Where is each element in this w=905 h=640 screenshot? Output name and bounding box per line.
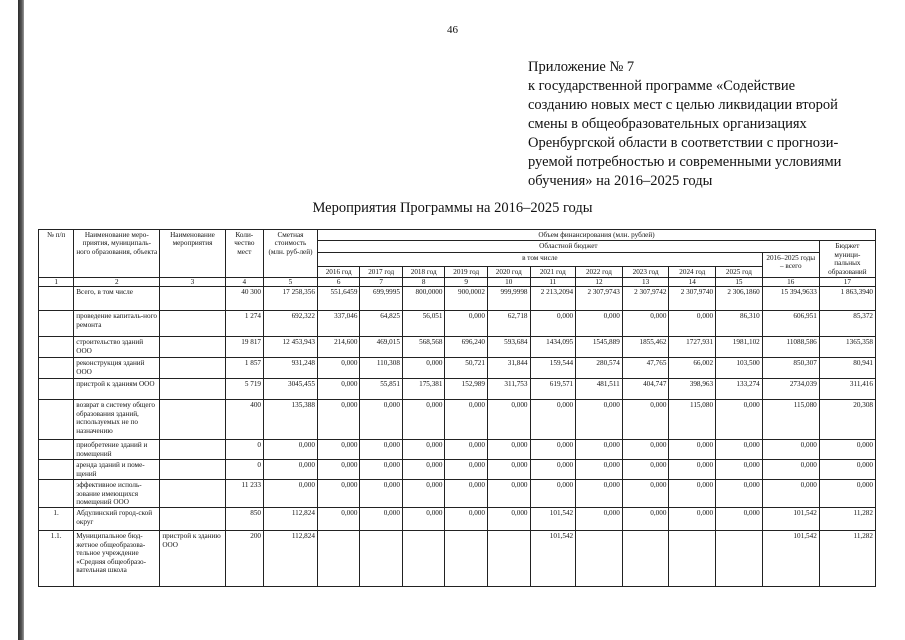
table-cell: 0,000	[317, 400, 360, 440]
table-cell: 101,542	[762, 508, 819, 531]
table-cell: 0	[225, 460, 263, 480]
table-cell: пристрой к зданиям ООО	[74, 379, 160, 400]
table-cell: 0,000	[530, 480, 576, 508]
table-cell: 850,307	[762, 358, 819, 379]
table-cell	[402, 531, 445, 587]
table-cell	[360, 531, 403, 587]
table-cell: 2 307,9743	[576, 287, 623, 311]
table-row	[39, 358, 876, 379]
header-year: 2021 год	[530, 266, 576, 277]
table-cell: 115,080	[762, 400, 819, 440]
table-cell: 481,511	[576, 379, 623, 400]
table-cell: 0,000	[576, 508, 623, 531]
table-cell: 0,000	[402, 400, 445, 440]
table-cell: 103,500	[716, 358, 763, 379]
table-cell: 3045,455	[264, 379, 318, 400]
table-cell: 11 233	[225, 480, 263, 508]
table-cell: 311,753	[487, 379, 530, 400]
table-cell: 0,000	[622, 440, 669, 460]
table-cell: 0,000	[576, 440, 623, 460]
table-cell: 0,000	[762, 480, 819, 508]
table-cell: 0,000	[530, 440, 576, 460]
table-cell: 159,544	[530, 358, 576, 379]
column-index-cell: 14	[669, 278, 716, 287]
header-cost: Сметная стоимость (млн. руб-лей)	[264, 230, 318, 278]
table-cell: 0,000	[762, 460, 819, 480]
table-cell	[576, 531, 623, 587]
table-cell: 2 307,9740	[669, 287, 716, 311]
table-cell: 12 453,943	[264, 337, 318, 358]
table-cell: 0,000	[716, 460, 763, 480]
table-cell	[445, 531, 488, 587]
table-cell: 0,000	[445, 460, 488, 480]
table-cell: 110,308	[360, 358, 403, 379]
table-cell: 0,000	[317, 358, 360, 379]
table-header	[39, 230, 876, 287]
header-year: 2023 год	[622, 266, 669, 277]
annex-title: Приложение № 7	[528, 59, 635, 75]
table-cell: 1.	[39, 508, 74, 531]
table-cell: 696,240	[445, 337, 488, 358]
table-cell: 0,000	[360, 400, 403, 440]
header-year: 2025 год	[716, 266, 763, 277]
table-cell	[160, 508, 225, 531]
table-cell	[39, 358, 74, 379]
table-cell: 593,684	[487, 337, 530, 358]
table-cell: 0,000	[264, 440, 318, 460]
header-year: 2018 год	[402, 266, 445, 277]
table-cell: Муниципальное бюд-жетное общеобразова-тельное учреждение «Средняя общеобразо-вательная школа	[74, 531, 160, 587]
table-cell: 280,574	[576, 358, 623, 379]
table-row	[39, 531, 876, 587]
table-cell	[160, 400, 225, 440]
header-year: 2019 год	[445, 266, 488, 277]
table-cell: 0,000	[716, 440, 763, 460]
table-cell: 0,000	[445, 508, 488, 531]
table-cell: 1 274	[225, 311, 263, 337]
table-cell: пристрой к зданию ООО	[160, 531, 225, 587]
table-cell	[39, 287, 74, 311]
column-index-cell: 15	[716, 278, 763, 287]
table-row	[39, 337, 876, 358]
table-cell: 62,718	[487, 311, 530, 337]
table-cell	[317, 531, 360, 587]
table-row	[39, 287, 876, 311]
table-cell: 1365,358	[819, 337, 875, 358]
table-cell: 2 307,9742	[622, 287, 669, 311]
table-cell: 0,000	[819, 440, 875, 460]
table-cell: 0,000	[402, 480, 445, 508]
table-cell: 0,000	[487, 440, 530, 460]
table-cell: 152,989	[445, 379, 488, 400]
table-cell	[39, 480, 74, 508]
table-cell: Всего, в том числе	[74, 287, 160, 311]
table-cell: 0,000	[762, 440, 819, 460]
table-cell	[669, 531, 716, 587]
table-cell: 0,000	[264, 480, 318, 508]
header-measure: Наименование мероприятия	[160, 230, 225, 278]
table-cell: 0,000	[576, 311, 623, 337]
annex-heading	[528, 58, 873, 191]
table-cell: 5 719	[225, 379, 263, 400]
table-cell: 200	[225, 531, 263, 587]
table-cell	[39, 400, 74, 440]
table-cell: 0,000	[819, 460, 875, 480]
table-cell: 0,000	[669, 311, 716, 337]
table-cell: 800,0000	[402, 287, 445, 311]
table-cell: 0,000	[669, 440, 716, 460]
table-cell	[160, 358, 225, 379]
table-cell	[160, 311, 225, 337]
table-cell: 11088,586	[762, 337, 819, 358]
table-cell: проведение капиталь-ного ремонта	[74, 311, 160, 337]
table-cell: 0,000	[360, 460, 403, 480]
header-year: 2024 год	[669, 266, 716, 277]
table-cell: 11,282	[819, 531, 875, 587]
table-body	[39, 287, 876, 587]
table-cell: 0,000	[445, 311, 488, 337]
table-cell	[487, 531, 530, 587]
table-cell: 0,000	[402, 440, 445, 460]
table-cell: 0,000	[360, 440, 403, 460]
table-cell: 0,000	[622, 400, 669, 440]
column-index-cell: 2	[74, 278, 160, 287]
column-index-cell: 17	[819, 278, 875, 287]
table-cell: 0,000	[445, 480, 488, 508]
table-cell: 0,000	[317, 460, 360, 480]
header-total: 2016–2025 годы – всего	[762, 252, 819, 277]
table-cell: 2 213,2094	[530, 287, 576, 311]
table-cell	[39, 440, 74, 460]
table-cell: 699,9995	[360, 287, 403, 311]
table-cell: 0,000	[445, 400, 488, 440]
table-cell: 400	[225, 400, 263, 440]
table-cell: 0,000	[669, 460, 716, 480]
column-index-row	[39, 278, 876, 287]
column-index-cell: 13	[622, 278, 669, 287]
table-cell: 0,000	[576, 480, 623, 508]
table-cell: 0,000	[487, 460, 530, 480]
table-cell: 0,000	[402, 460, 445, 480]
table-cell: 404,747	[622, 379, 669, 400]
header-places: Коли-чество мест	[225, 230, 263, 278]
table-cell: 1434,095	[530, 337, 576, 358]
table-cell	[160, 287, 225, 311]
table-cell	[622, 531, 669, 587]
table-cell: 0,000	[487, 480, 530, 508]
column-index-cell: 3	[160, 278, 225, 287]
table-row	[39, 311, 876, 337]
table-cell	[160, 480, 225, 508]
table-cell: 56,051	[402, 311, 445, 337]
table-cell: 64,825	[360, 311, 403, 337]
table-cell: 0,000	[360, 480, 403, 508]
table-cell: 0,000	[622, 460, 669, 480]
table-cell: 2734,039	[762, 379, 819, 400]
table-cell: 0,000	[716, 480, 763, 508]
table-row	[39, 508, 876, 531]
table-row	[39, 480, 876, 508]
table-cell	[160, 379, 225, 400]
table-cell: 1.1.	[39, 531, 74, 587]
header-year: 2022 год	[576, 266, 623, 277]
table-cell: 19 817	[225, 337, 263, 358]
annex-body: к государственной программе «Содействие созданию новых мест с целью ликвидации второй смены в общеобразовательных организациях Оренбургской области в соответствии с прогнози- руемой потребностью и современными условиями обучения» на 2016–2025 годы	[528, 78, 842, 189]
column-index-cell: 1	[39, 278, 74, 287]
table-cell: 1981,102	[716, 337, 763, 358]
table-cell: 0,000	[622, 480, 669, 508]
page-number: 46	[447, 24, 458, 36]
table-cell: 0,000	[530, 460, 576, 480]
table-cell: 619,571	[530, 379, 576, 400]
column-index-cell: 10	[487, 278, 530, 287]
table-cell: 0,000	[576, 460, 623, 480]
measures-table	[38, 229, 876, 587]
table-cell: 80,941	[819, 358, 875, 379]
table-cell: 112,824	[264, 508, 318, 531]
table-cell: 0,000	[716, 400, 763, 440]
table-cell: 606,951	[762, 311, 819, 337]
table-cell: 0,000	[622, 311, 669, 337]
table-cell: 0,000	[360, 508, 403, 531]
table-row	[39, 440, 876, 460]
table-cell: 133,274	[716, 379, 763, 400]
table-cell	[39, 311, 74, 337]
table-cell: 40 300	[225, 287, 263, 311]
table-cell: 50,721	[445, 358, 488, 379]
table-cell: 1727,931	[669, 337, 716, 358]
table-cell: 11,282	[819, 508, 875, 531]
table-cell: строительство зданий ООО	[74, 337, 160, 358]
column-index-cell: 8	[402, 278, 445, 287]
table-cell: 214,600	[317, 337, 360, 358]
table-cell: 0,000	[317, 508, 360, 531]
table-cell: 551,6459	[317, 287, 360, 311]
header-year: 2017 год	[360, 266, 403, 277]
table-cell: аренда зданий и поме-щений	[74, 460, 160, 480]
table-cell	[160, 337, 225, 358]
table-cell: 47,765	[622, 358, 669, 379]
column-index-cell: 16	[762, 278, 819, 287]
table-cell	[39, 460, 74, 480]
header-year: 2020 год	[487, 266, 530, 277]
table-cell: 568,568	[402, 337, 445, 358]
table-cell: 0,000	[669, 480, 716, 508]
header-name: Наименование меро-приятия, муниципаль-ного образования, объекта	[74, 230, 160, 278]
table-cell: 101,542	[762, 531, 819, 587]
table-row	[39, 400, 876, 440]
table-row	[39, 379, 876, 400]
table-cell: 2 306,1860	[716, 287, 763, 311]
table-cell	[39, 337, 74, 358]
table-cell: 0,000	[716, 508, 763, 531]
table-cell: 15 394,9633	[762, 287, 819, 311]
table-cell: 0,000	[530, 400, 576, 440]
table-cell: 1 863,3940	[819, 287, 875, 311]
column-index-cell: 7	[360, 278, 403, 287]
table-cell: Абдулинский город-ской округ	[74, 508, 160, 531]
table-cell	[160, 440, 225, 460]
table-cell: 0,000	[819, 480, 875, 508]
table-cell: эффективное исполь-зование имеющихся помещений ООО	[74, 480, 160, 508]
table-cell: 0,000	[576, 400, 623, 440]
table-cell: 311,416	[819, 379, 875, 400]
table-cell: 101,542	[530, 531, 576, 587]
table-cell: 469,015	[360, 337, 403, 358]
table-cell: возврат в систему общего образования зданий, используемых не по назначению	[74, 400, 160, 440]
table-cell: 175,381	[402, 379, 445, 400]
table-cell: 85,372	[819, 311, 875, 337]
table-cell: 66,002	[669, 358, 716, 379]
header-funding: Объем финансирования (млн. рублей)	[317, 230, 875, 241]
scan-edge-bar	[18, 0, 24, 640]
table-cell: 1545,889	[576, 337, 623, 358]
table-cell: 115,080	[669, 400, 716, 440]
table-cell: 101,542	[530, 508, 576, 531]
table-cell: 0,000	[317, 440, 360, 460]
table-cell: 1855,462	[622, 337, 669, 358]
table-cell: 135,388	[264, 400, 318, 440]
table-cell: 692,322	[264, 311, 318, 337]
table-cell: 20,308	[819, 400, 875, 440]
table-cell: 0,000	[669, 508, 716, 531]
table-cell: 0	[225, 440, 263, 460]
column-index-cell: 11	[530, 278, 576, 287]
table-cell: 86,310	[716, 311, 763, 337]
table-cell: реконструкция зданий ООО	[74, 358, 160, 379]
table-cell: 31,844	[487, 358, 530, 379]
header-regional: Областной бюджет	[317, 241, 819, 252]
header-num: № п/п	[39, 230, 74, 278]
table-cell: 55,851	[360, 379, 403, 400]
column-index-cell: 12	[576, 278, 623, 287]
table-cell: 0,000	[445, 440, 488, 460]
header-municipal: Бюджет муници-пальных образований	[819, 241, 875, 278]
column-index-cell: 4	[225, 278, 263, 287]
table-cell: 0,000	[622, 508, 669, 531]
table-cell: 999,9998	[487, 287, 530, 311]
table-cell	[160, 460, 225, 480]
column-index-cell: 6	[317, 278, 360, 287]
table-cell: 337,046	[317, 311, 360, 337]
table-row	[39, 460, 876, 480]
table-cell: 0,000	[317, 379, 360, 400]
column-index-cell: 5	[264, 278, 318, 287]
table-cell: 0,000	[402, 508, 445, 531]
table-cell: 850	[225, 508, 263, 531]
header-including: в том числе	[317, 252, 762, 266]
table-cell	[39, 379, 74, 400]
table-cell: 0,000	[402, 358, 445, 379]
program-title: Мероприятия Программы на 2016–2025 годы	[312, 200, 593, 216]
table-cell: 900,0002	[445, 287, 488, 311]
table-cell: 0,000	[487, 508, 530, 531]
table-cell: 931,248	[264, 358, 318, 379]
table-cell	[716, 531, 763, 587]
table-cell: приобретение зданий и помещений	[74, 440, 160, 460]
header-year: 2016 год	[317, 266, 360, 277]
column-index-cell: 9	[445, 278, 488, 287]
table-cell: 112,824	[264, 531, 318, 587]
table-cell: 0,000	[264, 460, 318, 480]
table-cell: 1 857	[225, 358, 263, 379]
table-cell: 0,000	[487, 400, 530, 440]
table-cell: 0,000	[317, 480, 360, 508]
table-cell: 398,963	[669, 379, 716, 400]
table-cell: 0,000	[530, 311, 576, 337]
table-cell: 17 258,356	[264, 287, 318, 311]
